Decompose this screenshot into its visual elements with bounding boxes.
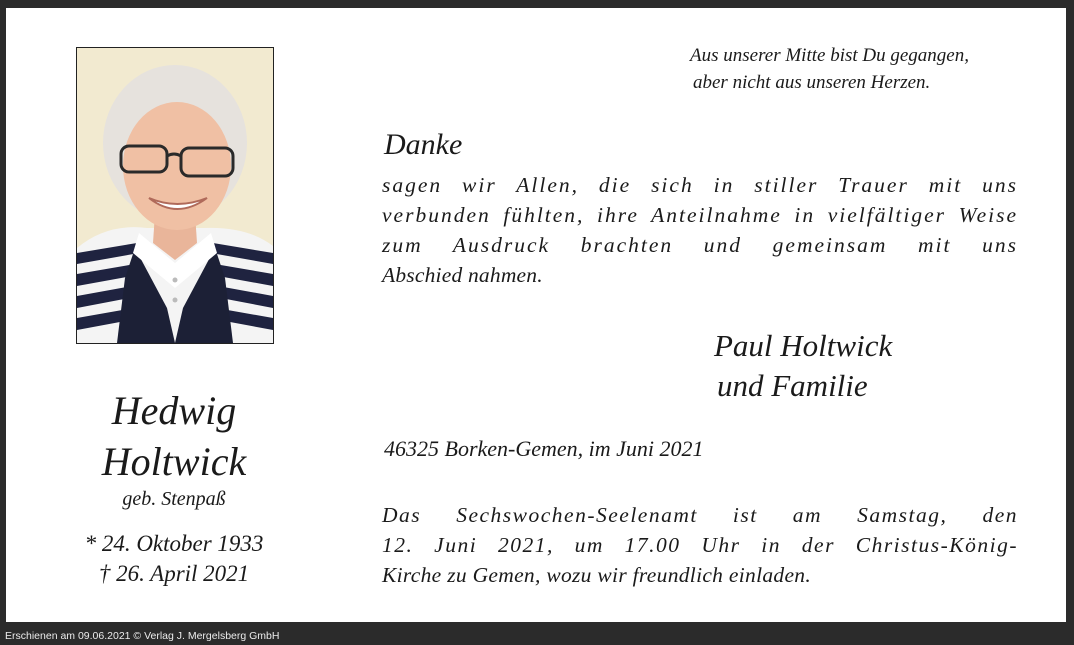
mass-announcement <box>382 500 1018 590</box>
signature-line-2: und Familie <box>717 368 868 403</box>
thanks-line-2: verbunden fühlten, ihre Anteilnahme in vielfältiger Weise <box>382 203 1018 227</box>
life-dates <box>66 529 282 589</box>
thanks-line-3: zum Ausdruck brachten und gemeinsam mit uns <box>382 233 1018 257</box>
mass-line-2: 12. Juni 2021, um 17.00 Uhr in der Christus-König- <box>382 533 1018 557</box>
maiden-name: geb. Stenpaß <box>122 488 226 510</box>
thanks-text <box>382 170 1018 290</box>
deceased-last-name: Holtwick <box>101 439 247 484</box>
mass-line-3: Kirche zu Gemen, wozu wir freundlich einladen. <box>382 563 812 587</box>
signature <box>714 326 892 406</box>
portrait-photo <box>76 47 274 344</box>
thanks-line-4: Abschied nahmen. <box>382 263 543 287</box>
deceased-first-name: Hedwig <box>111 388 237 433</box>
death-date: † 26. April 2021 <box>98 561 250 586</box>
place-date: 46325 Borken-Gemen, im Juni 2021 <box>384 436 704 461</box>
motto-line-1: Aus unserer Mitte bist Du gegangen, <box>690 45 969 66</box>
obituary-card <box>6 8 1066 622</box>
motto <box>690 42 969 96</box>
birth-date: * 24. Oktober 1933 <box>84 531 264 556</box>
portrait-illustration <box>77 48 273 343</box>
motto-line-2: aber nicht aus unseren Herzen. <box>693 72 931 93</box>
thanks-line-1: sagen wir Allen, die sich in stiller Trauer mit uns <box>382 173 1018 197</box>
signature-line-1: Paul Holtwick <box>714 328 893 363</box>
publication-footer: Erschienen am 09.06.2021 © Verlag J. Mergelsberg GmbH <box>5 630 280 642</box>
thanks-title: Danke <box>384 128 463 161</box>
mass-line-1: Das Sechswochen-Seelenamt ist am Samstag, den <box>382 503 1018 527</box>
